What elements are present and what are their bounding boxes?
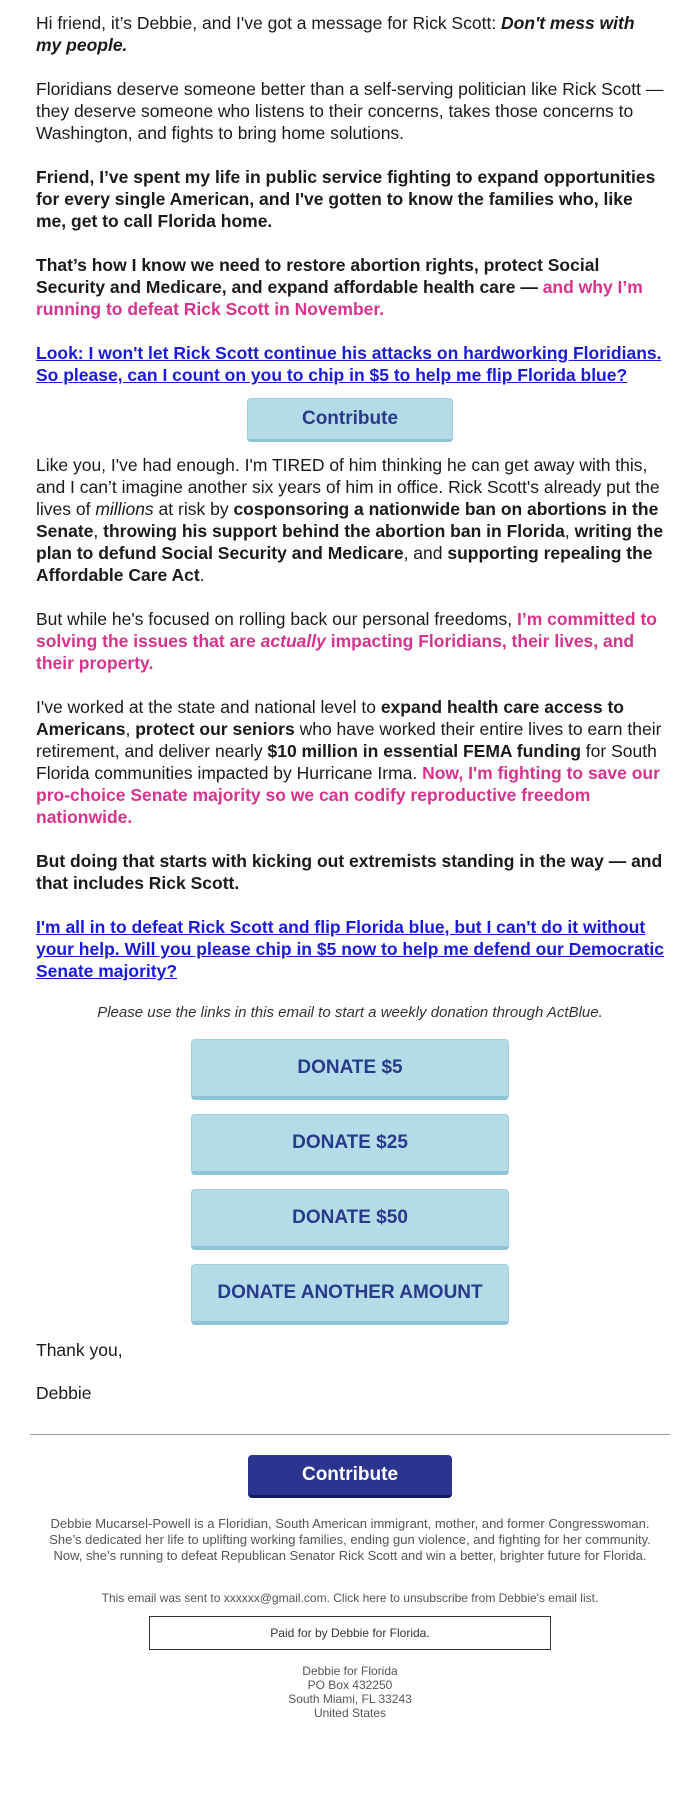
had-enough-sep-2: ,	[564, 521, 575, 541]
footer-contribute-button[interactable]: Contribute	[248, 1455, 452, 1498]
worked-bold-2: protect our seniors	[135, 719, 295, 739]
freedoms-text: But while he's focused on rolling back our personal freedoms,	[36, 609, 517, 629]
paragraph-personal-freedoms	[36, 608, 664, 674]
donate-another-amount-button[interactable]: DONATE ANOTHER AMOUNT	[191, 1264, 509, 1325]
freedoms-highlight-italic: actually	[260, 631, 326, 651]
paragraph-worked-at-state	[36, 696, 664, 828]
paid-for-disclaimer: Paid for by Debbie for Florida.	[149, 1616, 551, 1650]
paragraph-floridians-deserve: Floridians deserve someone better than a self-serving politician like Rick Scott — they deserve someone who listens to their concerns, takes those concerns to Washington, and fights to bring home solutions.	[36, 79, 664, 143]
had-enough-sep-1: ,	[93, 521, 104, 541]
paragraph-link-defend-majority	[36, 916, 664, 982]
defend-majority-link[interactable]: I'm all in to defeat Rick Scott and flip Florida blue, but I can't do it without your help. Will you please chip in $5 now to help me defend our Democratic Senate majority?	[36, 917, 665, 981]
address-line-2: PO Box 432250	[307, 1678, 393, 1692]
had-enough-bold-3: writing the plan to defund Social Security and Medicare	[36, 521, 664, 563]
signature: Debbie	[36, 1383, 92, 1403]
paragraph-link-chip-in	[36, 342, 664, 386]
paragraph-kicking-out-extremists: But doing that starts with kicking out extremists standing in the way — and that includes Rick Scott.	[36, 851, 663, 893]
freedoms-highlight-2: impacting Floridians, their lives, and their property.	[36, 631, 635, 673]
paragraph-public-service: Friend, I’ve spent my life in public service fighting to expand opportunities for every single American, and I've gotten to know the families who, like me, get to call Florida home.	[36, 167, 656, 231]
thank-you-text: Thank you,	[36, 1340, 123, 1360]
email-body	[30, 0, 670, 1720]
footer	[30, 1455, 670, 1720]
candidate-bio: Debbie Mucarsel-Powell is a Floridian, South American immigrant, mother, and former Congresswoman. She’s dedicated her life to uplifting working families, ending gun violence, and fighting for her community. Now, she’s running to defeat Republican Senator Rick Scott and win a better, brighter future for Florida.	[49, 1516, 651, 1563]
address-line-1: Debbie for Florida	[302, 1664, 398, 1678]
restore-rights-highlight: and why I’m running to defeat Rick Scott in November.	[36, 277, 643, 319]
donate-50-button[interactable]: DONATE $50	[191, 1189, 509, 1250]
worked-text-3: for South Florida communities impacted by Hurricane Irma.	[36, 741, 657, 783]
had-enough-text-2: at risk by	[153, 499, 234, 519]
contribute-button-row	[36, 398, 664, 442]
restore-rights-text: That’s how I know we need to restore abortion rights, protect Social Security and Medicare, and expand affordable health care —	[36, 255, 600, 297]
address-line-4: United States	[313, 1706, 387, 1720]
address-line-3: South Miami, FL 33243	[288, 1692, 412, 1706]
had-enough-end: .	[199, 565, 205, 585]
had-enough-bold-1: cosponsoring a nationwide ban on abortions in the Senate	[36, 499, 659, 541]
paragraph-restore-rights	[36, 254, 664, 320]
mailing-address	[30, 1664, 670, 1720]
unsubscribe-notice[interactable]	[30, 1590, 670, 1606]
contribute-button[interactable]: Contribute	[247, 398, 453, 442]
weekly-donation-note: Please use the links in this email to start a weekly donation through ActBlue.	[97, 1004, 603, 1021]
worked-bold-3: $10 million in essential FEMA funding	[267, 741, 581, 761]
had-enough-italic: millions	[95, 499, 154, 519]
freedoms-highlight-1: I’m committed to solving the issues that are	[36, 609, 657, 651]
greeting-emphasis: Don't mess with my people.	[36, 13, 635, 55]
donate-5-button[interactable]: DONATE $5	[191, 1039, 509, 1100]
footer-divider	[30, 1434, 670, 1435]
had-enough-sep-3: , and	[403, 543, 448, 563]
unsubscribe-text[interactable]: This email was sent to xxxxxx@gmail.com. Click here to unsubscribe from Debbie's email list.	[101, 1591, 599, 1605]
worked-text-2: who have worked their entire lives to earn their retirement, and deliver nearly	[36, 719, 662, 761]
worked-sep-1: ,	[125, 719, 136, 739]
had-enough-bold-4: supporting repealing the Affordable Care Act	[36, 543, 653, 585]
had-enough-text: Like you, I've had enough. I'm TIRED of him thinking he can get away with this, and I can’t imagine another six years of him in office. Rick Scott's already put the lives of	[36, 455, 660, 519]
worked-bold-1: expand health care access to Americans	[36, 697, 624, 739]
donate-25-button[interactable]: DONATE $25	[191, 1114, 509, 1175]
worked-text-1: I've worked at the state and national level to	[36, 697, 381, 717]
greeting-text: Hi friend, it’s Debbie, and I've got a message for Rick Scott:	[36, 13, 502, 33]
chip-in-link[interactable]: Look: I won't let Rick Scott continue his attacks on hardworking Floridians. So please, can I count on you to chip in $5 to help me flip Florida blue?	[36, 343, 662, 385]
worked-highlight: Now, I'm fighting to save our pro-choice Senate majority so we can codify reproductive freedom nationwide.	[36, 763, 660, 827]
paragraph-had-enough	[36, 454, 664, 586]
had-enough-bold-2: throwing his support behind the abortion ban in Florida	[103, 521, 565, 541]
greeting-paragraph	[36, 12, 664, 56]
email-content	[30, 12, 670, 1404]
